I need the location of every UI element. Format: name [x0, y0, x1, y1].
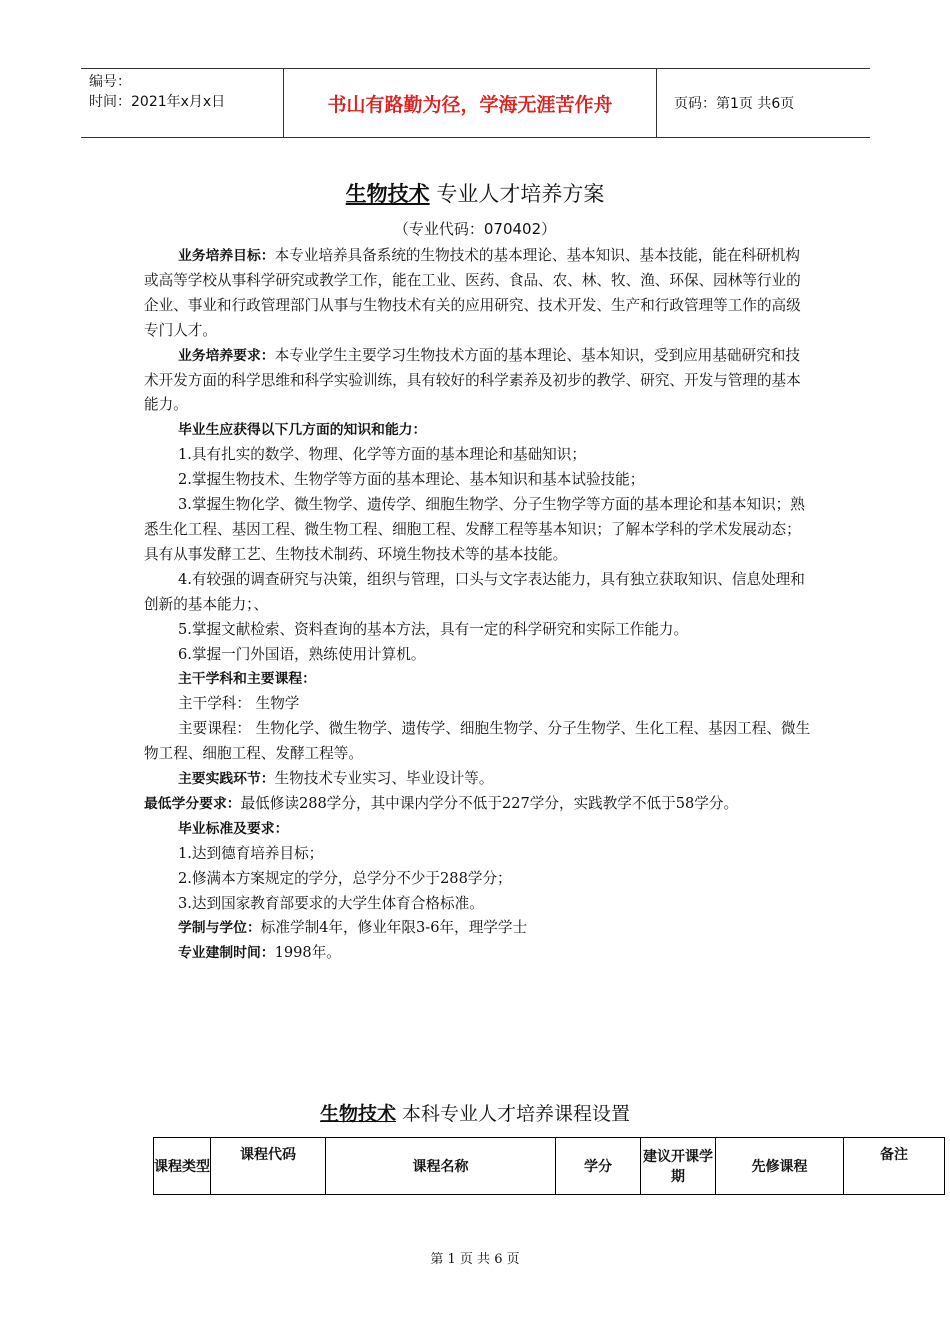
graduation-heading: [144, 817, 812, 842]
column-header: 课程名称: [326, 1138, 556, 1195]
founded-label: 专业建制时间：: [178, 945, 275, 962]
column-header: 学分: [556, 1138, 641, 1195]
column-header: 建议开课学期: [641, 1138, 716, 1195]
document-body: [144, 244, 812, 966]
credit-text: 最低修读288学分，其中课内学分不低于227学分，实践教学不低于58学分。: [240, 794, 739, 812]
course-table-header: [154, 1138, 945, 1195]
course-section-title: [0, 1099, 950, 1126]
course-title-major: 生物技术: [319, 1103, 396, 1125]
graduation-label: 毕业标准及要求：: [178, 820, 289, 837]
founded-text: 1998年。: [274, 944, 341, 962]
page-header: [81, 68, 870, 138]
system-paragraph: [144, 916, 812, 941]
course-title-rest: 本科专业人才培养课程设置: [395, 1103, 631, 1125]
number-label: 编号：: [89, 74, 131, 90]
requirement-label: 业务培养要求：: [178, 347, 275, 364]
major-code: （专业代码：070402）: [393, 220, 557, 238]
ability-item: 2.掌握生物技术、生物学等方面的基本理论、基本知识和基本试验技能；: [178, 471, 645, 489]
requirement-text: 本专业学生主要学习生物技术方面的基本理论、基本知识，受到应用基础研究和技术开发方面的科学思维和科学实验训练，具有较好的科学素养及初步的教学、研究、开发与管理的基本能力。: [144, 346, 801, 414]
credit-label: 最低学分要求：: [144, 795, 241, 812]
founded-paragraph: [144, 941, 812, 966]
course-table: [153, 1137, 945, 1195]
ability-item: 3.掌握生物化学、微生物学、遗传学、细胞生物学、分子生物学等方面的基本理论和基本知识；熟悉生化工程、基因工程、微生物工程、细胞工程、发酵工程等基本知识；了解本学科的学术发展动态；具有从事发酵工艺、生物技术制药、环境生物技术等的基本技能。: [144, 496, 805, 563]
courses-heading: [144, 667, 812, 692]
column-header: 课程代码: [211, 1138, 326, 1195]
practice-label: 主要实践环节：: [178, 771, 275, 788]
requirement-paragraph: [144, 344, 812, 419]
graduation-item: 1.达到德育培养目标；: [178, 844, 324, 862]
graduation-item: 2.修满本方案规定的学分，总学分不少于288学分；: [178, 869, 512, 887]
ability-heading: [144, 418, 812, 443]
page-footer: 第 1 页 共 6 页: [430, 1252, 520, 1267]
column-header: 备注: [844, 1138, 945, 1195]
goal-paragraph: [144, 244, 812, 344]
title-major: 生物技术: [345, 182, 430, 206]
goal-text: 本专业培养具备系统的生物技术的基本理论、基本知识、基本技能，能在科研机构或高等学校从事科学研究或教学工作，能在工业、医药、食品、农、林、牧、渔、环保、园林等行业的企业、事业和行政管理部门从事与生物技术有关的应用研究、技术开发、生产和行政管理等工作的高级专门人才。: [144, 247, 801, 339]
practice-paragraph: [144, 767, 812, 792]
header-page-info: [665, 69, 870, 137]
main-subject: 主干学科： 生物学: [178, 695, 300, 713]
system-text: 标准学制4年，修业年限3-6年，理学学士: [260, 919, 528, 937]
ability-item: 5.掌握文献检索、资料查询的基本方法，具有一定的科学研究和实际工作能力。: [178, 620, 689, 638]
goal-label: 业务培养目标：: [178, 248, 275, 264]
ability-item: 1.具有扎实的数学、物理、化学等方面的基本理论和基础知识；: [178, 446, 586, 464]
ability-item: 4.有较强的调查研究与决策，组织与管理，口头与文字表达能力，具有独立获取知识、信息处理和创新的基本能力；、: [144, 570, 805, 613]
column-header: 先修课程: [716, 1138, 844, 1195]
header-motto: 书山有路勤为径，学海无涯苦作舟: [283, 69, 657, 137]
courses-label: 主干学科和主要课程：: [178, 671, 316, 688]
ability-item: 6.掌握一门外国语，熟练使用计算机。: [178, 645, 426, 663]
practice-text: 生物技术专业实习、毕业设计等。: [274, 770, 494, 788]
credit-paragraph: [144, 792, 812, 817]
graduation-item: 3.达到国家教育部要求的大学生体育合格标准。: [178, 894, 484, 912]
time-label: 时间：2021年x月x日: [89, 94, 226, 110]
ability-label: 毕业生应获得以下几方面的知识和能力：: [178, 422, 427, 439]
title-rest: 专业人才培养方案: [429, 182, 605, 206]
header-meta: [81, 69, 283, 137]
column-header: 课程类型: [154, 1138, 211, 1195]
document-title: [0, 178, 950, 208]
page-info-text: 页码：第1页 共6页: [674, 96, 795, 112]
main-courses: 主要课程： 生物化学、微生物学、遗传学、细胞生物学、分子生物学、生化工程、基因工程、微生物工程、细胞工程、发酵工程等。: [144, 720, 811, 763]
system-label: 学制与学位：: [178, 920, 261, 937]
